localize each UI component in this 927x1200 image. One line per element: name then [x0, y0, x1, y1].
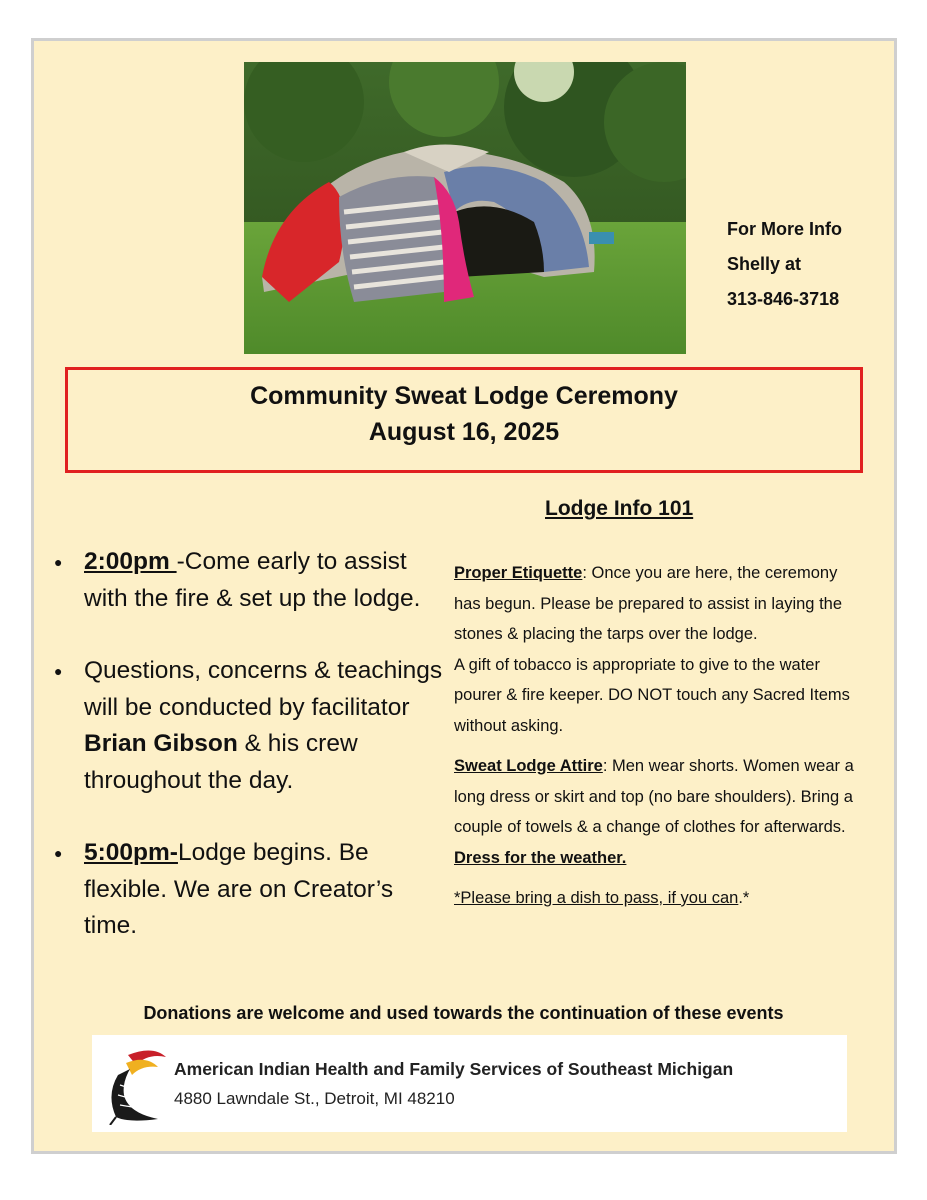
bullet-icon: ● [54, 663, 63, 679]
facilitator-name: Brian Gibson [84, 730, 238, 757]
dish-note: *Please bring a dish to pass, if you can [454, 889, 739, 907]
bullet-icon: ● [54, 845, 63, 861]
event-date: August 16, 2025 [368, 418, 560, 446]
bullet-icon: ● [54, 554, 63, 570]
gift-text: A gift of tobacco is appropriate to give to the water pourer & fire keeper. DO NOT touch any Sacred Items without asking. [454, 655, 850, 735]
dish-note-paragraph [454, 883, 864, 914]
event-title: Community Sweat Lodge Ceremony [250, 382, 678, 410]
schedule-time-1: 2:00pm [84, 548, 177, 575]
list-item [54, 653, 449, 799]
sweat-lodge-photo [244, 62, 686, 354]
contact-line2: Shelly at [727, 254, 802, 274]
dish-suffix: .* [738, 889, 750, 907]
feather-logo-icon [98, 1045, 168, 1125]
attire-paragraph [454, 751, 864, 873]
list-item [54, 544, 449, 617]
etiquette-paragraph [454, 558, 864, 741]
etiquette-text: : Once you are here, the ceremony has begun. Please be prepared to assist in laying the stones & placing the tarps over the lodge. [454, 564, 843, 643]
org-footer [92, 1035, 847, 1132]
donations-note: Donations are welcome and used towards the continuation of these events [143, 1003, 784, 1023]
contact-line1: For More Info [727, 219, 842, 239]
org-name: American Indian Health and Family Services of Southeast Michigan [174, 1059, 734, 1079]
lodge-info-body [454, 558, 864, 924]
attire-text: : Men wear shorts. Women wear a long dress or skirt and top (no bare shoulders). Bring a couple of towels & a change of clothes for afterwards. [454, 757, 854, 836]
etiquette-label: Proper Etiquette [454, 564, 583, 582]
title-box [65, 367, 863, 473]
org-address: 4880 Lawndale St., Detroit, MI 48210 [174, 1089, 455, 1108]
schedule-text-2b: & his crew throughout the day. [84, 730, 358, 794]
schedule-time-3: 5:00pm- [84, 839, 178, 866]
schedule-text-3: Lodge begins. Be flexible. We are on Creator’s time. [84, 839, 394, 939]
contact-info [727, 212, 887, 317]
list-item [54, 835, 449, 945]
schedule-list [54, 544, 449, 945]
contact-phone: 313-846-3718 [727, 289, 840, 309]
lodge-info-heading: Lodge Info 101 [545, 497, 694, 520]
attire-label: Sweat Lodge Attire [454, 757, 603, 775]
schedule-text-2a: Questions, concerns & teachings will be conducted by facilitator [84, 657, 443, 721]
attire-emphasis: Dress for the weather. [454, 848, 627, 867]
schedule-text-1: -Come early to assist with the fire & set up the lodge. [84, 548, 421, 612]
